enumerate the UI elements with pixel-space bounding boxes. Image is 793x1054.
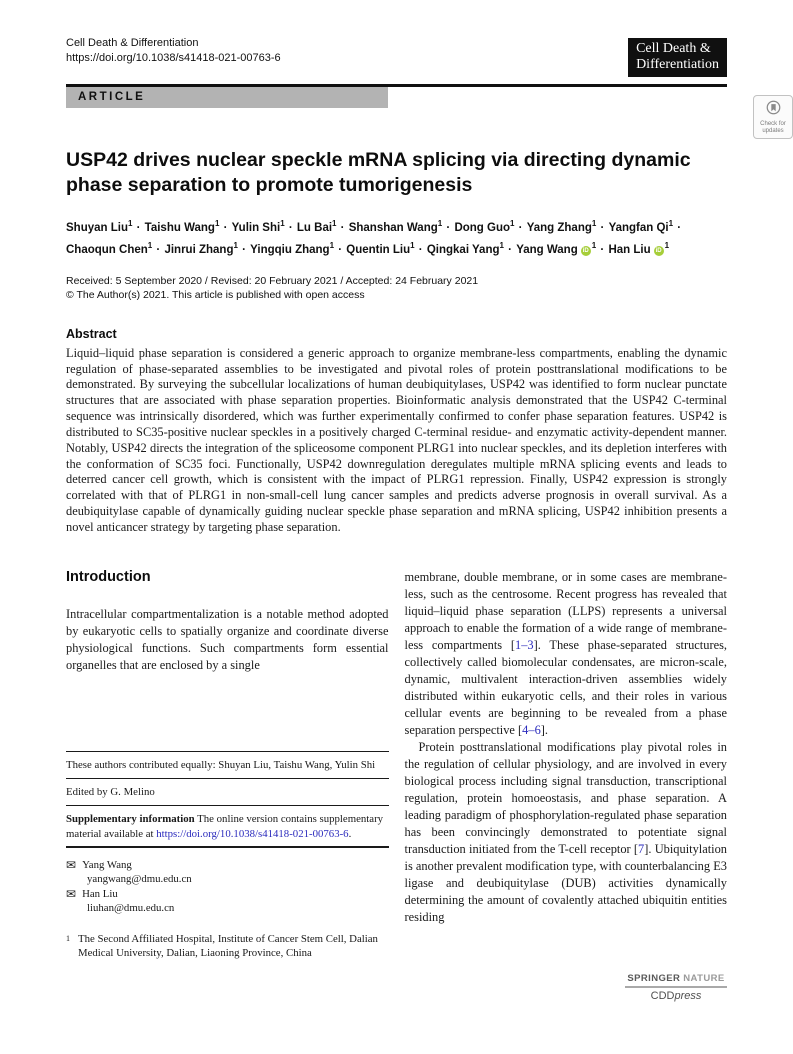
- doi-link[interactable]: https://doi.org/10.1038/s41418-021-00763-6: [66, 52, 281, 64]
- history-dates: Received: 5 September 2020 / Revised: 20 February 2021 / Accepted: 24 February 2021: [66, 274, 479, 287]
- correspondence-email[interactable]: yangwang@dmu.edu.cn: [87, 873, 192, 886]
- affiliation: [66, 932, 389, 961]
- correspondence-email[interactable]: liuhan@dmu.edu.cn: [87, 902, 175, 915]
- introduction-heading: Introduction: [66, 568, 151, 585]
- editor-note: Edited by G. Melino: [66, 786, 155, 799]
- author: Yang Zhang$^1$: [526, 219, 597, 234]
- abstract-section: [66, 327, 727, 536]
- cddpress-logo: CDDpress: [650, 990, 702, 1002]
- springer-nature-logo: SPRINGER NATURE: [625, 973, 727, 988]
- right-column: [405, 569, 728, 961]
- left-column: [66, 569, 389, 961]
- author-list: Shuyan Liu$^1$ · Taishu Wang$^1$ · Yulin Shi$^1$ · Lu Bai$^1$ · Shanshan Wang$^1$ · Dong Guo$^1$ · Yang Zhang$^1$ · Yangfan $Qi^1$ · Chaoqun Chen$^1$ · Jinrui Zhang$^1$ · Yingqiu Zhang$^1$ · Quentin Liu$^1$ · Qingkai Yang$^1$ · Yang Wang $iD^1$ · Han Liu $iD^1$: [66, 219, 682, 256]
- correspondence-name: Yang Wang: [82, 858, 132, 871]
- author: Dong Guo$^1$: [454, 219, 515, 234]
- journal-meta: [66, 36, 281, 66]
- author: Lu Bai$^1$: [296, 219, 337, 234]
- body-paragraph: Protein posttranslational modifications play pivotal roles in the regulation of cellular physiology, and are involved in every biological process including signal transduction, transcriptional regulation, protein homoeostasis, and phase separation. A leading paradigm of phosphorylation-regulated phase separation has been convincingly demonstrated to potentiate signal transduction initiated from the T-cell receptor [7]. Ubiquitylation is another prevalent modification type, with counterbalancing E3 ligase and deubiquitylase (DUB) activities dynamically determining the amount of covalently attached ubiquitin entities residing: [404, 739, 727, 924]
- inline-link[interactable]: 1–3: [515, 637, 534, 652]
- page-header: [66, 0, 727, 77]
- inline-link[interactable]: 4–6: [522, 722, 541, 737]
- affiliation-text: The Second Affiliated Hospital, Institute of Cancer Stem Cell, Dalian Medical University, Dalian, Liaoning Province, China: [78, 932, 378, 960]
- author: Yingqiu Zhang$^1$: [250, 240, 335, 256]
- journal-name: Cell Death & Differentiation: [66, 37, 199, 49]
- equal-contribution-note: These authors contributed equally: Shuyan Liu, Taishu Wang, Yulin Shi: [66, 759, 376, 772]
- correspondence-entry: [66, 887, 389, 902]
- check-for-updates-badge[interactable]: [753, 95, 793, 139]
- inline-link[interactable]: https://doi.org/10.1038/s41418-021-00763-6: [156, 827, 349, 840]
- check-updates-icon: [766, 100, 781, 120]
- check-updates-label: Check for updates: [760, 120, 786, 134]
- author: Yang Wang $iD^1$: [516, 240, 597, 256]
- abstract-text: Liquid–liquid phase separation is considered a generic approach to organize membrane-less compartments, enabling the dynamic regulation of phase-separated assemblies to be investigated and pivotal roles of protein posttranslational modifications to be demonstrated. By surveying the subcellular localizations of human deubiquitylases, USP42 was identified to form nuclear punctate structures that are associated with phase separation properties. Bioinformatic analysis demonstrated that the USP42 C-terminal sequence was intrinsically disordered, which was further experimentally confirmed to confer phase separation features. USP42 is distributed to SC35-positive nuclear speckles in a positively charged C-terminal residue- and enzymatic activity-dependent manner. Notably, USP42 directs the integration of the spliceosome component PLRG1 into nuclear speckles, and its depletion interferes with the conformation of SC35 foci. Functionally, USP42 downregulation deregulates multiple mRNA splicing events and leads to deterred cancer cell growth, which is consistent with the impact of PLRG1 repression. Finally, USP42 expression is strongly correlated with that of PLRG1 in non-small-cell lung cancer samples and predicts adverse prognosis in overall survival. As a deubiquitylase capable of dynamically guiding nuclear speckle phase separation and mRNA splicing, USP42 inhibition presents a novel anticancer strategy by targeting phase separation.: [66, 345, 727, 534]
- abstract-heading: Abstract: [66, 326, 117, 341]
- author: Taishu Wang$^1$: [144, 219, 220, 234]
- body-paragraph: membrane, double membrane, or in some cases are membrane-less, such as the centrosome. Recent progress has revealed that liquid–liquid phase separation (LLPS) represents a universal approach to enable the formation of a wide range of membrane-less compartments [1–3]. These phase-separated structures, collectively called biomolecular condensates, are micron-scale, dynamic, multivalent interaction-driven assemblies widely distributed within eukaryotic cells, and their roles in various cellular events are beginning to be revealed from a phase separation perspective [4–6].: [404, 569, 727, 737]
- journal-logo: [628, 38, 727, 77]
- author: Qingkai Yang$^1$: [426, 240, 504, 256]
- affiliation-number: 1: [66, 933, 70, 943]
- article-meta: [66, 274, 727, 302]
- correspondence-entry: [66, 858, 389, 873]
- author: Han Liu $iD^1$: [608, 240, 670, 256]
- publisher-footer: [625, 973, 727, 1002]
- author: Yulin Shi$^1$: [231, 219, 285, 234]
- footnote-rule: [66, 846, 389, 848]
- orcid-icon[interactable]: iD: [582, 247, 589, 254]
- journal-logo-line1: Cell Death &: [636, 41, 711, 56]
- supplementary-note: Supplementary information The online version contains supplementary material available at https://doi.org/10.1038/s41418-021-00763-6.: [66, 813, 384, 840]
- envelope-icon: ✉: [66, 857, 77, 872]
- footnote-rule: [66, 805, 389, 807]
- author: Shuyan Liu$^1$: [66, 219, 133, 234]
- footnotes-block: [66, 746, 389, 961]
- author: Quentin Liu$^1$: [346, 240, 415, 256]
- introduction-paragraph: Intracellular compartmentalization is a notable method adopted by eukaryotic cells to spatially organize and coordinate diverse physiological functions. Such compartments form essential organelles that are enclosed by a single: [66, 606, 389, 672]
- article-title: USP42 drives nuclear speckle mRNA splicing via directing dynamic phase separation to promote tumorigenesis: [66, 149, 691, 196]
- correspondence-name: Han Liu: [82, 887, 118, 900]
- correspondence-list: [66, 858, 389, 916]
- author: Shanshan Wang$^1$: [348, 219, 443, 234]
- footnote-rule: [66, 751, 389, 753]
- envelope-icon: ✉: [66, 886, 77, 901]
- author: Yangfan Qi$^1$: [608, 219, 674, 234]
- inline-link[interactable]: 7: [638, 841, 645, 856]
- footnote-rule: [66, 778, 389, 780]
- article-type-banner: ARTICLE: [66, 87, 388, 108]
- body-columns: [66, 569, 727, 961]
- journal-logo-line2: Differentiation: [636, 56, 719, 72]
- author: Chaoqun Chen$^1$: [66, 240, 153, 256]
- orcid-icon[interactable]: iD: [655, 247, 662, 254]
- copyright-line: © The Author(s) 2021. This article is published with open access: [66, 288, 365, 301]
- author: Jinrui Zhang$^1$: [164, 240, 238, 256]
